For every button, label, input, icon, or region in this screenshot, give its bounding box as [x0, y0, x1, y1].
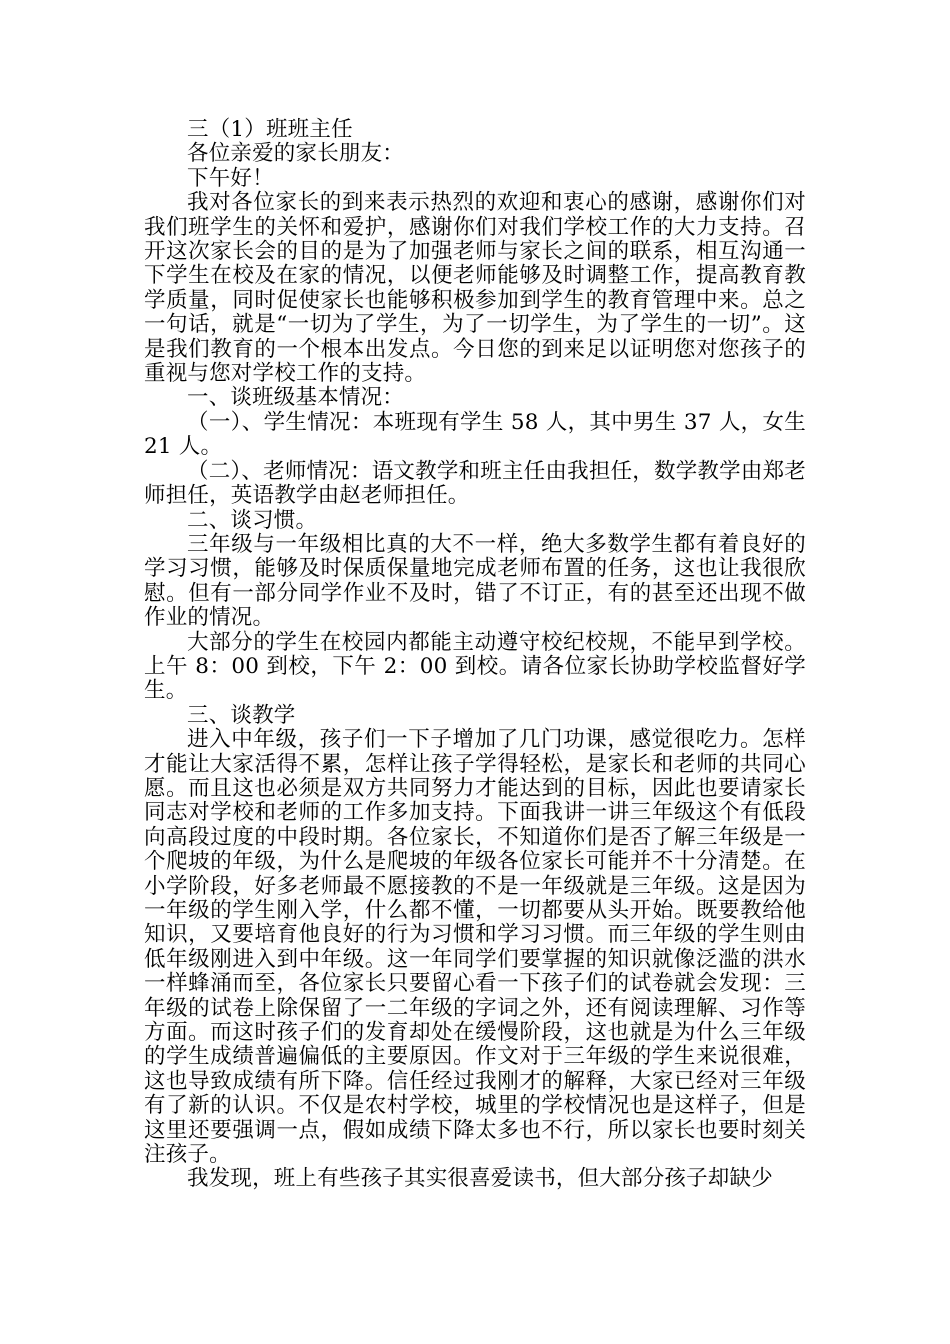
paragraph-reading: 我发现，班上有些孩子其实很喜爱读书，但大部分孩子却缺少 — [187, 1166, 773, 1192]
paragraph-student-info: （一）、学生情况：本班现有学生 58 人，其中男生 37 人，女生 21 人。 — [144, 409, 806, 460]
paragraph-habits: 三年级与一年级相比真的大不一样，绝大多数学生都有着良好的学习习惯，能够及时保质保量地完成老师布置的任务，这也让我很欣慰。但有一部分同学作业不及时，错了不订正，有的甚至还出现不做作业的情况。 — [144, 531, 806, 631]
paragraph-school-rules: 大部分的学生在校园内都能主动遵守校纪校规，不能早到学校。上午 8：00 到校，下午 2：00 到校。请各位家长协助学校监督好学生。 — [144, 629, 806, 704]
document-page — [144, 118, 806, 1192]
section-heading-teaching: 三、谈教学 — [187, 702, 296, 728]
salutation: 各位亲爱的家长朋友： — [187, 141, 405, 167]
document-heading: 三（1）班班主任 — [187, 117, 353, 142]
paragraph-teaching: 进入中年级，孩子们一下子增加了几门功课，感觉很吃力。怎样才能让大家活得不累，怎样让孩子学得轻松，是家长和老师的共同心愿。而且这也必须是双方共同努力才能达到的目标，因此也要请家长同志对学校和老师的工作多加支持。下面我讲一讲三年级这个有低段向高段过度的中段时期。各位家长，不知道你们是否了解三年级是一个爬坡的年级，为什么是爬坡的年级各位家长可能并不十分清楚。在小学阶段，好多老师最不愿接教的不是一年级就是三年级。这是因为一年级的学生刚入学，什么都不懂，一切都要从头开始。既要教给他知识，又要培育他良好的行为习惯和学习习惯。而三年级的学生则由低年级刚进入到中年级。这一年同学们要掌握的知识就像泛滥的洪水一样蜂涌而至，各位家长只要留心看一下孩子们的试卷就会发现：三年级的试卷上除保留了一二年级的字词之外，还有阅读理解、习作等方面。而这时孩子们的发育却处在缓慢阶段，这也就是为什么三年级的学生成绩普遍偏低的主要原因。作文对于三年级的学生来说很难，这也导致成绩有所下降。信任经过我刚才的解释，大家已经对三年级有了新的认识。不仅是农村学校，城里的学校情况也是这样子，但是这里还要强调一点，假如成绩下降太多也不行，所以家长也要时刻关注孩子。 — [144, 727, 806, 1168]
paragraph-intro: 我对各位家长的到来表示热烈的欢迎和衷心的感谢，感谢你们对我们班学生的关怀和爱护，感谢你们对我们学校工作的大力支持。召开这次家长会的目的是为了加强老师与家长之间的联系，相互沟通一下学生在校及在家的情况，以便老师能够及时调整工作，提高教育教学质量，同时促使家长也能够积极参加到学生的教育管理中来。总之一句话，就是“一切为了学生，为了一切学生，为了学生的一切”。这是我们教育的一个根本出发点。今日您的到来足以证明您对您孩子的重视与您对学校工作的支持。 — [144, 190, 806, 387]
greeting: 下午好！ — [187, 165, 274, 191]
section-heading-habits: 二、谈习惯。 — [187, 507, 318, 533]
section-heading-class-info: 一、谈班级基本情况： — [187, 385, 405, 411]
paragraph-teacher-info: （二）、老师情况：语文教学和班主任由我担任，数学教学由郑老师担任，英语教学由赵老师担任。 — [144, 458, 806, 509]
